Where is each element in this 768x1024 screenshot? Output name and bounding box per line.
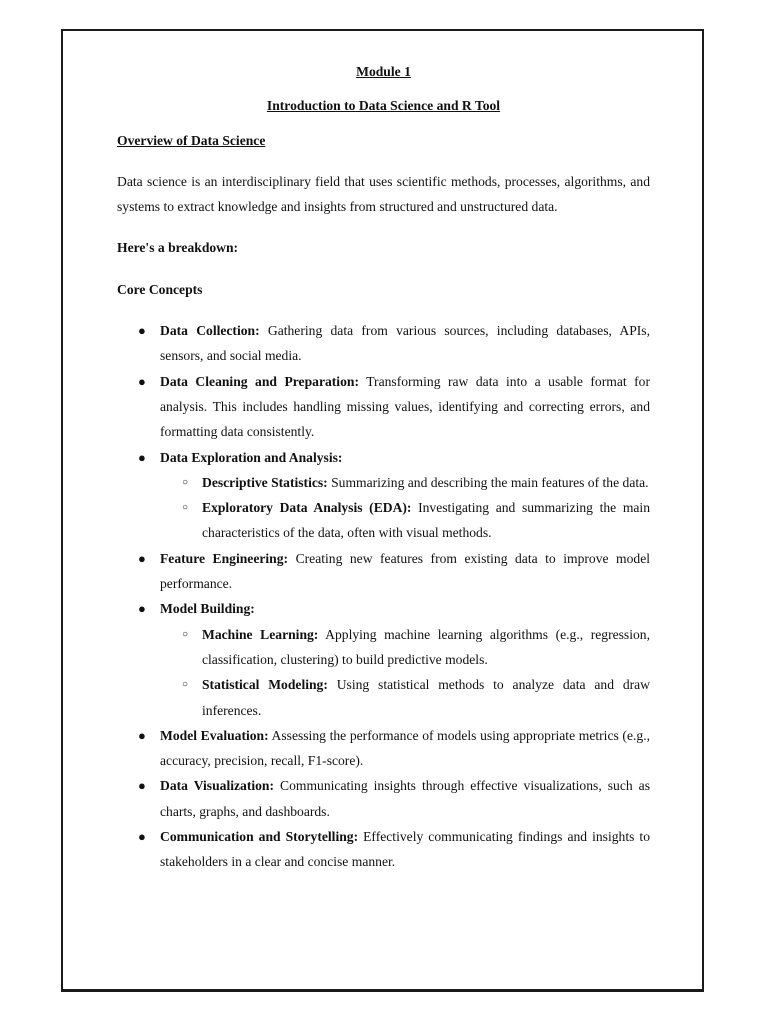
sub-list-item-text: Using statistical methods to analyze data and draw inferences. [202,677,650,718]
list-item-term: Feature Engineering: [160,550,289,566]
intro-paragraph: Data science is an interdisciplinary field that uses scientific methods, processes, algorithms, and systems to extract knowledge and insights from structured and unstructured data. [117,173,650,215]
breakdown-label: Here's a breakdown: [117,240,239,256]
list-item [117,546,650,597]
sub-list [160,470,650,546]
sub-list-item-term: Machine Learning: [202,626,319,642]
sub-list-item-term: Statistical Modeling: [202,677,328,693]
list-item-text: Assessing the performance of models using appropriate metrics (e.g., accuracy, precision, recall, F1-score). [160,727,650,769]
document-content [117,59,650,875]
sub-list-item [160,672,650,723]
hollow-bullet-icon: ○ [182,628,189,640]
list-item-text: Communicating insights through effective visualizations, such as charts, graphs, and dashboards. [160,778,650,819]
list-item-text: Transforming raw data into a usable format for analysis. This includes handling missing values, identifying and correcting errors, and formatting data consistently. [160,373,650,440]
bullet-icon: ● [138,727,146,743]
sub-list-item-text: Summarizing and describing the main features of the data. [327,474,649,490]
sub-list-item-term: Descriptive Statistics: [202,474,328,490]
list-item-text: Gathering data from various sources, including databases, APIs, sensors, and social media. [160,323,650,364]
hollow-bullet-icon: ○ [182,502,189,514]
sub-list-item [160,495,650,546]
module-title: Module 1 [356,64,411,79]
bullet-icon: ● [138,550,146,566]
sub-list-item-text: Applying machine learning algorithms (e.g., regression, classification, clustering) to build predictive models. [202,626,650,667]
bullet-icon: ● [138,829,146,845]
list-item-text: Creating new features from existing data to improve model performance. [160,550,651,592]
list-item [117,318,650,369]
sub-list [160,622,650,723]
sub-list-item [160,470,650,495]
list-item-term: Communication and Storytelling: [160,829,359,845]
bullet-icon: ● [138,323,146,339]
list-item-term: Model Building: [160,601,255,617]
list-item-term: Data Exploration and Analysis: [160,449,343,465]
list-item [117,824,650,875]
list-item-term: Data Cleaning and Preparation: [160,373,359,389]
list-item [117,773,650,824]
bullet-icon: ● [138,449,146,465]
hollow-bullet-icon: ○ [182,679,189,691]
hollow-bullet-icon: ○ [182,476,189,488]
section-heading: Overview of Data Science [117,132,266,148]
sub-list-item-term: Exploratory Data Analysis (EDA): [202,500,412,516]
list-item-text: Effectively communicating findings and insights to stakeholders in a clear and concise manner. [160,829,650,870]
bullet-icon: ● [138,373,146,389]
list-item [117,723,650,774]
sub-list-item-text: Investigating and summarizing the main characteristics of the data, often with visual methods. [202,500,650,541]
core-concepts-label: Core Concepts [117,281,203,297]
core-concepts-list [117,318,650,875]
list-item [117,596,650,722]
sub-list-item [160,622,650,673]
list-item-term: Data Collection: [160,323,260,339]
chapter-title: Introduction to Data Science and R Tool [266,98,501,114]
list-item-term: Data Visualization: [160,778,275,794]
list-item [117,445,650,546]
list-item [117,369,650,445]
list-item-term: Model Evaluation: [160,727,269,743]
bullet-icon: ● [138,778,146,794]
bullet-icon: ● [138,601,146,617]
